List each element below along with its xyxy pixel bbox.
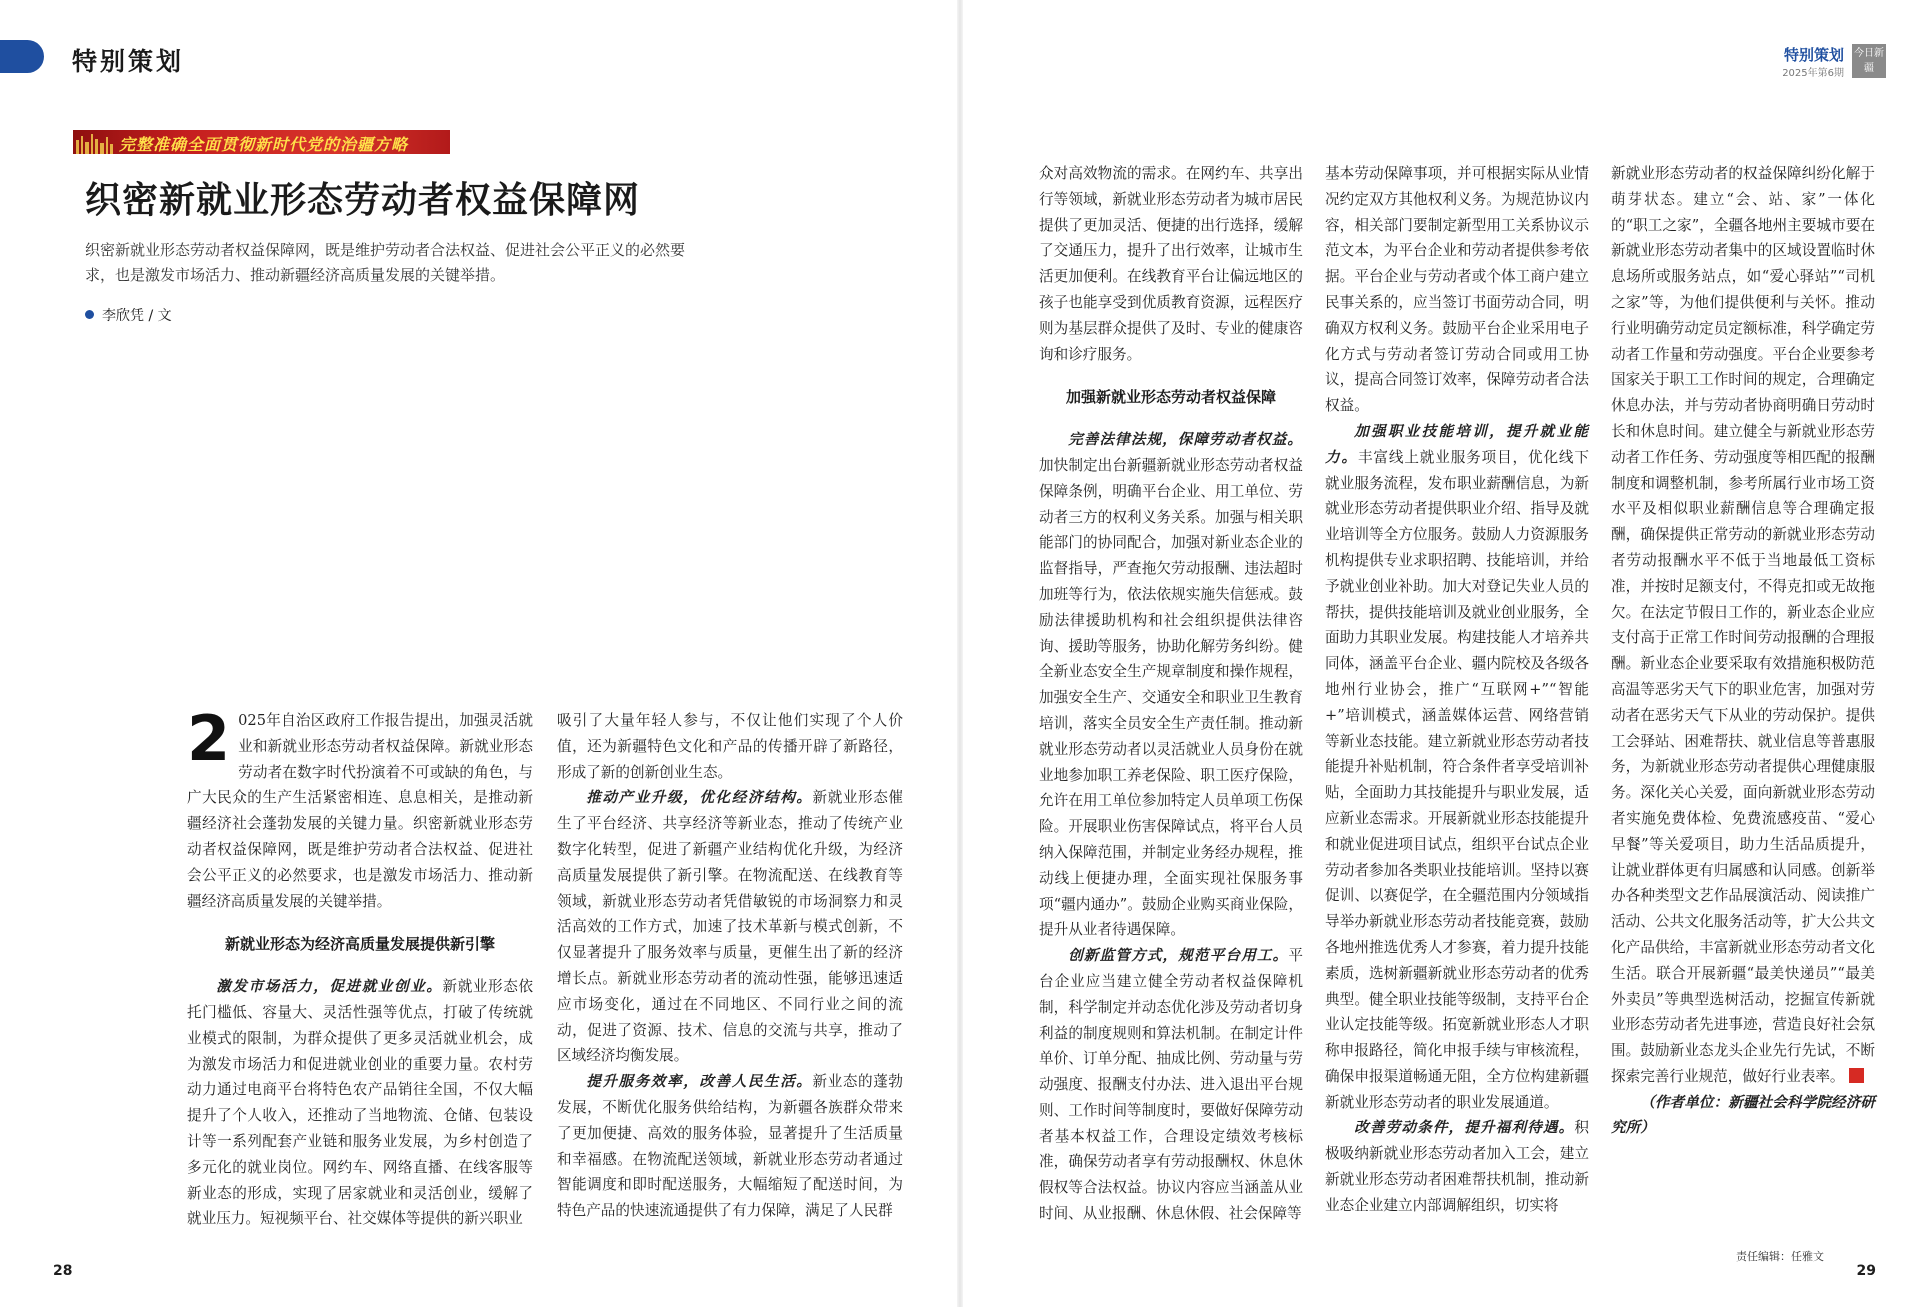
- section-heading-2: 加强新就业形态劳动者权益保障: [1065, 388, 1276, 407]
- lead-in: 加强职业技能培训，提升就业能力。: [1325, 422, 1589, 466]
- paragraph-s1p3: [1039, 161, 1303, 367]
- paragraph-s2p2: [1325, 161, 1589, 419]
- paragraph-text: 新业态的蓬勃发展，不断优化服务供给结构，为新疆各族群众带来了更加便捷、高效的服务体验，显著提升了生活质量和幸福感。在物流配送领域，新就业形态劳动者通过智能调度和即时配送服务，大幅缩短了配送时间，为特色产品的快速流通提供了有力保障，满足了人民群: [557, 1073, 903, 1220]
- section-title-right: 特别策划: [1783, 46, 1844, 64]
- body-column-4: [1325, 161, 1589, 1219]
- body-column-1: [187, 702, 533, 1232]
- section-title-left: 特别策划: [72, 47, 185, 76]
- lead-in: 提升服务效率，改善人民生活。: [586, 1073, 813, 1091]
- paragraph-text: 新就业形态劳动者的权益保障纠纷化解于萌芽状态。建立“会、站、家”一体化的“职工之家”，全疆各地州主要城市要在新就业形态劳动者集中的区域设置临时休息场所或服务站点，如“爱心驿站”“司机之家”等，为他们提供便利与关怀。推动行业明确劳动定员定额标准，科学确定劳动者工作量和劳动强度。平台企业要参考国家关于职工工作时间的规定，合理确定休息办法，并与劳动者协商明确日劳动时长和休息时间。建立健全与新就业形态劳动者工作任务、劳动强度等相匹配的报酬制度和调整机制，参考所属行业市场工资水平及相似职业薪酬信息等合理确定报酬，确保提供正常劳动的新就业形态劳动者劳动报酬水平不低于当地最低工资标准，并按时足额支付，不得克扣或无故拖欠。在法定节假日工作的，新业态企业应支付高于正常工作时间劳动报酬的合理报酬。新业态企业要采取有效措施积极防范高温等恶劣天气下的职业危害，加强对劳动者在恶劣天气下从业的劳动保护。提供工会驿站、困难帮扶、就业信息等普惠服务，为新就业形态劳动者提供心理健康服务。深化关心关爱，面向新就业形态劳动者实施免费体检、免费流感疫苗、“爱心早餐”等关爱项目，助力生活品质提升，让就业群体更有归属感和认同感。创新举办各种类型文艺作品展演活动、阅读推广活动、公共文化服务活动等，扩大公共文化产品供给，丰富新就业形态劳动者文化生活。联合开展新疆“最美快递员”“最美外卖员”等典型选树活动，挖掘宣传新就业形态劳动者先进事迹，营造良好社会氛围。鼓励新业态龙头企业先行先试，不断探索完善行业规范，做好行业表率。: [1611, 165, 1875, 1085]
- editor-credit: 责任编辑：任雅文: [1736, 1250, 1824, 1263]
- byline: [85, 305, 172, 325]
- author-affiliation: （作者单位：新疆社会科学院经济研究所）: [1611, 1093, 1875, 1137]
- issue-label: 2025年第6期: [1782, 68, 1844, 79]
- paragraph-s1p2: [557, 785, 903, 1069]
- lead-in: 创新监管方式，规范平台用工。: [1068, 947, 1289, 965]
- paragraph-s2p4: [1611, 161, 1875, 1090]
- page-number-right: 29: [1856, 1263, 1876, 1279]
- paragraph-s2p3: [1325, 419, 1589, 1116]
- paragraph-text: 新就业形态依托门槛低、容量大、灵活性强等优点，打破了传统就业模式的限制，为群众提供了更多灵活就业机会，成为激发市场活力和促进就业创业的重要力量。农村劳动力通过电商平台将特色农产品销往全国，不仅大幅提升了个人收入，还推动了当地物流、仓储、包装设计等一系列配套产业链和服务业发展，为乡村创造了多元化的就业岗位。网约车、网络直播、在线客服等新业态的形成，实现了居家就业和灵活创业，缓解了就业压力。短视频平台、社交媒体等提供的新兴职业: [187, 978, 533, 1228]
- theme-banner: [73, 130, 450, 154]
- lead-in: 完善法律法规，保障劳动者权益。: [1068, 431, 1303, 449]
- section-heading-1: 新就业形态为经济高质量发展提供新引擎: [224, 935, 495, 954]
- intro-text: 025年自治区政府工作报告提出，加强灵活就业和新就业形态劳动者权益保障。新就业形态劳动者在数字时代扮演着不可或缺的角色，与广大民众的生产生活紧密相连、息息相关，是推动新疆经济社会蓬勃发展的关键力量。织密新就业形态劳动者权益保障网，既是维护劳动者合法权益、促进社会公平正义的必然要求，也是激发市场活力、推动新疆经济高质量发展的关键举措。: [187, 712, 533, 910]
- article-lede: 织密新就业形态劳动者权益保障网，既是维护劳动者合法权益、促进社会公平正义的必然要求，也是激发市场活力、推动新疆经济高质量发展的关键举措。: [85, 241, 686, 284]
- paragraph-text: 加快制定出台新疆新就业形态劳动者权益保障条例，明确平台企业、用工单位、劳动者三方的权利义务关系。加强与相关职能部门的协同配合，加强对新业态企业的监督指导，严查拖欠劳动报酬、违法超时加班等行为，依法依规实施失信惩戒。鼓励法律援助机构和社会组织提供法律咨询、援助等服务，协助化解劳务纠纷。健全新业态安全生产规章制度和操作规程，加强安全生产、交通安全和职业卫生教育培训，落实全员安全生产责任制。推动新就业形态劳动者以灵活就业人员身份在就业地参加职工养老保险、职工医疗保险，允许在用工单位参加特定人员单项工伤保险。开展职业伤害保障试点，将平台人员纳入保障范围，并制定业务经办规程，推动线上便捷办理，全面实现社保服务事项“疆内通办”。鼓励企业购买商业保险，提升从业者待遇保障。: [1039, 456, 1303, 939]
- paragraph-s1p1: [557, 708, 903, 785]
- paragraph-s2p1: [1039, 427, 1303, 943]
- page-number-left: 28: [53, 1263, 73, 1279]
- drop-cap: 2: [187, 702, 231, 775]
- body-column-3: [1039, 161, 1303, 1227]
- paragraph-text: 平台企业应当建立健全劳动者权益保障机制，科学制定并动态优化涉及劳动者切身利益的制度规则和算法机制。在制定计件单价、订单分配、抽成比例、劳动量与劳动强度、报酬支付办法、进入退出平台规则、工作时间等制度时，要做好保障劳动者基本权益工作，合理设定绩效考核标准，确保劳动者享有劳动报酬权、休息休假权等合法权益。协议内容应当涵盖从业时间、从业报酬、休息休假、社会保障等: [1039, 947, 1303, 1223]
- running-header-right: [1586, 44, 1886, 84]
- paragraph-s1p1: [187, 974, 533, 1232]
- intro-paragraph: [187, 702, 533, 914]
- paragraph-s2p2: [1039, 943, 1303, 1227]
- magazine-logo: 今日新疆: [1852, 44, 1886, 78]
- paragraph-s2p4: [1325, 1115, 1589, 1218]
- paragraph-s1p3: [557, 1069, 903, 1224]
- banner-text: 完整准确全面贯彻新时代党的治疆方略: [119, 135, 409, 154]
- lead-in: 激发市场活力，促进就业创业。: [216, 978, 443, 996]
- page-gutter: [957, 0, 963, 1307]
- paragraph-text: 丰富线上就业服务项目，优化线下就业服务流程，发布职业薪酬信息，为新就业形态劳动者提供职业介绍、指导及就业培训等全方位服务。鼓励人力资源服务机构提供专业求职招聘、技能培训，并给予就业创业补助。加大对登记失业人员的帮扶，提供技能培训及就业创业服务，全面助力其职业发展。构建技能人才培养共同体，涵盖平台企业、疆内院校及各级各地州行业协会，推广“互联网+”“智能+”培训模式，涵盖媒体运营、网络营销等新业态技能。建立新就业形态劳动者技能提升补贴机制，符合条件者享受培训补贴，全面助力其技能提升与职业发展，适应新业态需求。开展新就业形态技能提升和就业促进项目试点，组织平台试点企业劳动者参加各类职业技能培训。坚持以赛促训、以赛促学，在全疆范围内分领域指导举办新就业形态劳动者技能竞赛，鼓励各地州推选优秀人才参赛，着力提升技能素质，选树新疆新就业形态劳动者的优秀典型。健全职业技能等级制，支持平台企业认定技能等级。拓宽新就业形态人才职称申报路径，简化申报手续与审核流程，确保申报渠道畅通无阻，全方位构建新疆新就业形态劳动者的职业发展通道。: [1325, 448, 1589, 1111]
- body-column-5: [1611, 161, 1875, 1141]
- paragraph-text: 基本劳动保障事项，并可根据实际从业情况约定双方其他权利义务。为规范协议内容，相关部门要制定新型用工关系协议示范文本，为平台企业和劳动者提供参考依据。平台企业与劳动者或个体工商户建立民事关系的，应当签订书面劳动合同，明确双方权利义务。鼓励平台企业采用电子化方式与劳动者签订劳动合同或用工协议，提高合同签订效率，保障劳动者合法权益。: [1325, 165, 1589, 415]
- lead-in: 改善劳动条件，提升福利待遇。: [1354, 1119, 1575, 1137]
- byline-bullet-icon: [85, 310, 94, 319]
- paragraph-text: 积极吸纳新就业形态劳动者加入工会，建立新就业形态劳动者困难帮扶机制，推动新业态企业建立内部调解组织，切实将: [1325, 1119, 1589, 1214]
- end-mark-icon: [1849, 1068, 1864, 1083]
- article-title: 织密新就业形态劳动者权益保障网: [85, 180, 641, 221]
- byline-text: 李欣凭 / 文: [102, 308, 172, 324]
- lead-in: 推动产业升级，优化经济结构。: [586, 789, 813, 807]
- paragraph-text: 众对高效物流的需求。在网约车、共享出行等领域，新就业形态劳动者为城市居民提供了更加灵活、便捷的出行选择，缓解了交通压力，提升了出行效率，让城市生活更加便利。在线教育平台让偏远地区的孩子也能享受到优质教育资源，远程医疗则为基层群众提供了及时、专业的健康咨询和诊疗服务。: [1039, 165, 1303, 363]
- paragraph-text: 新就业形态催生了平台经济、共享经济等新业态，推动了传统产业数字化转型，促进了新疆产业结构优化升级，为经济高质量发展提供了新引擎。在物流配送、在线教育等领域，新就业形态劳动者凭借敏锐的市场洞察力和灵活高效的工作方式，加速了技术革新与模式创新，不仅显著提升了服务效率与质量，更催生出了新的经济增长点。新就业形态劳动者的流动性强，能够迅速适应市场变化，通过在不同地区、不同行业之间的流动，促进了资源、技术、信息的交流与共享，推动了区域经济均衡发展。: [557, 789, 903, 1065]
- paragraph-text: 吸引了大量年轻人参与，不仅让他们实现了个人价值，还为新疆特色文化和产品的传播开辟了新路径，形成了新的创新创业生态。: [557, 712, 903, 781]
- body-column-2: [557, 708, 903, 1224]
- section-tab-marker: [0, 40, 44, 73]
